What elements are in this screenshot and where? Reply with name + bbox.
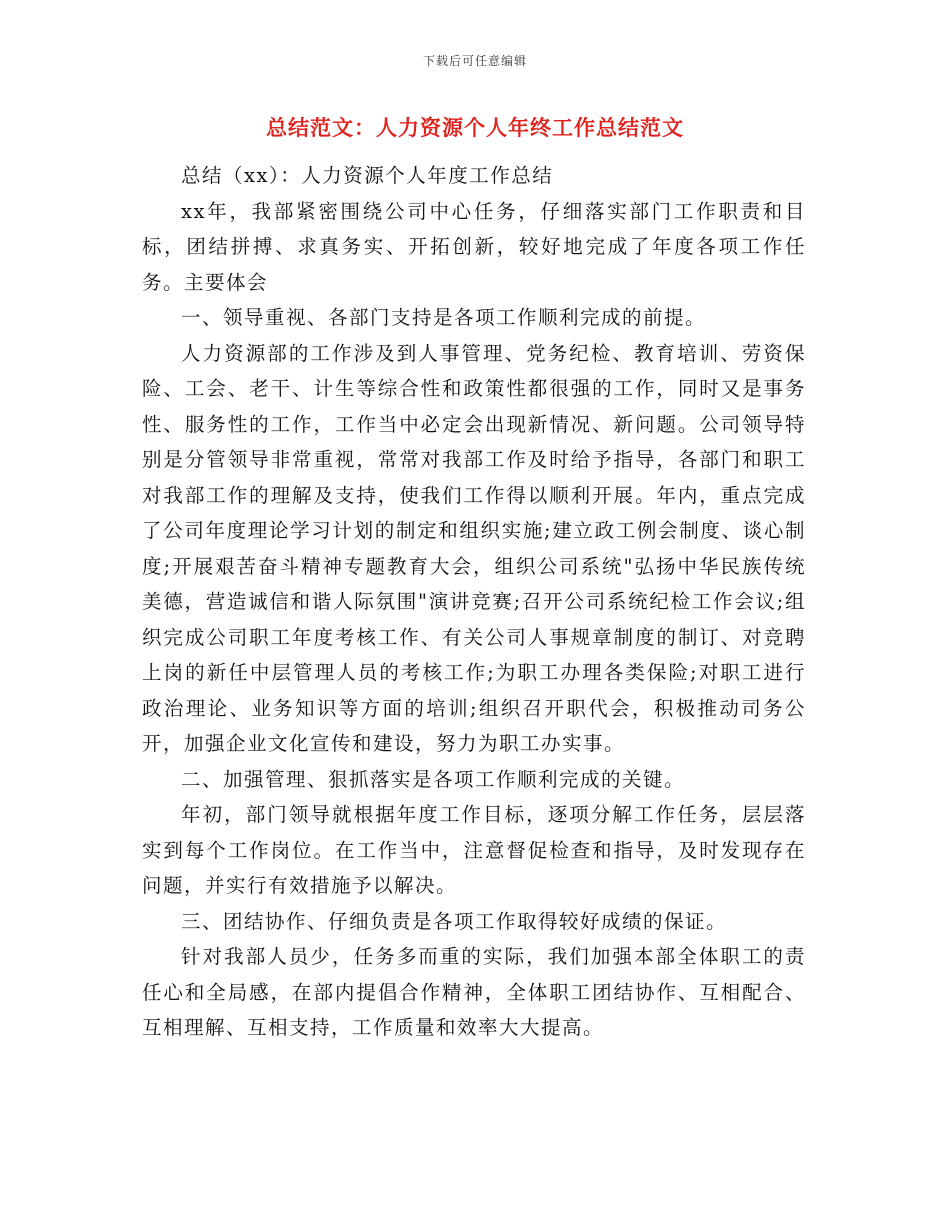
document-title: 总结范文：人力资源个人年终工作总结范文 [266,115,684,140]
paragraph-section-3: 针对我部人员少，任务多而重的实际，我们加强本部全体职工的责任心和全局感，在部内提倡合作精神，全体职工团结协作、互相配合、互相理解、互相支持，工作质量和效率大大提高。 [142,945,806,1039]
paragraph-section-1: 人力资源部的工作涉及到人事管理、党务纪检、教育培训、劳资保险、工会、老干、计生等综合性和政策性都很强的工作，同时又是事务性、服务性的工作，工作当中必定会出现新情况、新问题。公司领导特别是分管领导非常重视，常常对我部工作及时给予指导，各部门和职工对我部工作的理解及支持，使我们工作得以顺利开展。年内，重点完成了公司年度理论学习计划的制定和组织实施;建立政工例会制度、谈心制度;开展艰苦奋斗精神专题教育大会，组织公司系统"弘扬中华民族传统美德，营造诚信和谐人际氛围"演讲竞赛;召开公司系统纪检工作会议;组织完成公司职工年度考核工作、有关公司人事规章制度的制订、对竞聘上岗的新任中层管理人员的考核工作;为职工办理各类保险;对职工进行政治理论、业务知识等方面的培训;组织召开职代会，积极推动司务公开，加强企业文化宣传和建设，努力为职工办实事。 [142,341,806,755]
document-body [142,158,806,1046]
section-heading-2: 二、加强管理、狠抓落实是各项工作顺利完成的关键。 [181,767,686,791]
section-heading-3: 三、团结协作、仔细负责是各项工作取得较好成绩的保证。 [181,909,728,933]
section-heading-1: 一、领导重视、各部门支持是各项工作顺利完成的前提。 [181,306,707,329]
paragraph-subtitle: 总结（xx）：人力资源个人年度工作总结 [181,164,554,187]
paragraph-intro: xx年，我部紧密围绕公司中心任务，仔细落实部门工作职责和目标，团结拼搏、求真务实、开拓创新，较好地完成了年度各项工作任务。主要体会 [142,199,806,294]
paragraph-section-2: 年初，部门领导就根据年度工作目标，逐项分解工作任务，层层落实到每个工作岗位。在工作当中，注意督促检查和指导，及时发现存在问题，并实行有效措施予以解决。 [142,803,806,897]
header-note: 下载后可任意编辑 [422,54,527,68]
